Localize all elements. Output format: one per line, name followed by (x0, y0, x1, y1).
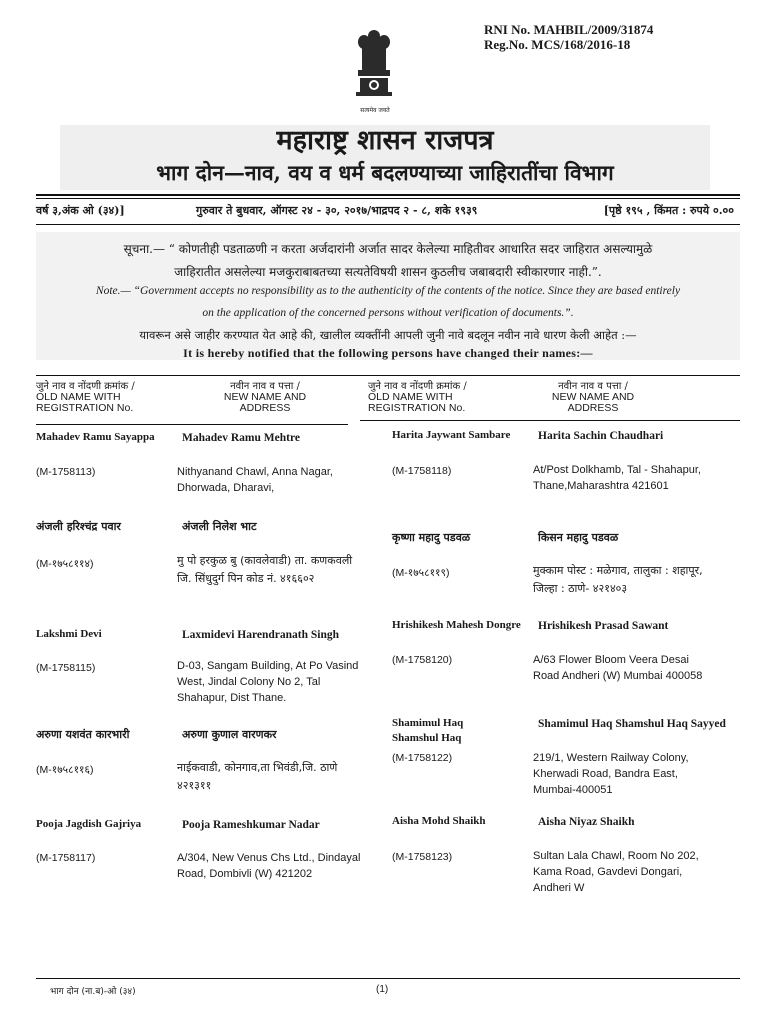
new-header-en1: NEW NAME AND (551, 391, 635, 403)
new-name: Harita Sachin Chaudhari (538, 430, 664, 442)
registration-number: (M-१७५८११६) (36, 764, 94, 776)
new-name: Pooja Rameshkumar Nadar (182, 819, 320, 831)
new-header-en1: NEW NAME AND (223, 391, 307, 403)
old-name: Shamimul Haq Shamshul Haq (392, 717, 464, 744)
old-name: अंजली हरिश्चंद्र पवार (36, 520, 121, 533)
old-name: Mahadev Ramu Sayappa (36, 431, 155, 443)
new-name: Shamimul Haq Shamshul Haq Sayyed (538, 718, 726, 730)
issue-date: गुरुवार ते बुधवार, ऑगस्ट २४ - ३०, २०१७/भाद्रपद २ - ८, शके १९३९ (196, 204, 478, 217)
old-header-en1: OLD NAME WITH (368, 391, 453, 403)
address: D-03, Sangam Building, At Po Vasind West, Jindal Colony No 2, Tal Shahapur, Dist Thane. (177, 660, 359, 704)
rni-number: RNI No. MAHBIL/2009/31874 (484, 22, 654, 37)
old-name: कृष्णा महादु पडवळ (392, 531, 471, 544)
new-name: अंजली निलेश भाट (182, 520, 257, 533)
address: नाईकवाडी, कोनगाव,ता भिवंडी,जि. ठाणे ४२१३११ (177, 761, 338, 792)
title-divider (36, 194, 740, 196)
left-new-header (200, 381, 330, 414)
old-name: अरुणा यशवंत कारभारी (36, 728, 130, 741)
registration-number: (M-1758123) (392, 851, 453, 863)
notice-marathi-2: जाहिरातीत असलेल्या मजकुराबाबतच्या सत्यतेविषयी शासन कुठलीच जबाबदारी स्वीकारणार नाही.”. (174, 265, 602, 279)
gazette-title-block (60, 125, 710, 190)
registration-number: (M-1758115) (36, 662, 96, 674)
left-header-rule (36, 424, 348, 425)
old-name: Pooja Jagdish Gajriya (36, 818, 142, 830)
right-old-header (368, 381, 498, 414)
registration-number: (M-1758113) (36, 466, 96, 478)
address: 219/1, Western Railway Colony, Kherwadi Road, Bandra East, Mumbai-400051 (533, 752, 689, 796)
right-new-header (528, 381, 658, 414)
registration-number: (M-१७५८११४) (36, 558, 94, 570)
emblem-motto: सत्यमेव जयते (360, 107, 390, 114)
issue-volume: वर्ष ३,अंक ओ (३४)] (36, 204, 125, 217)
right-header-rule (360, 420, 740, 421)
table-top-rule (36, 375, 740, 376)
new-name: किसन महादु पडवळ (538, 531, 619, 544)
gazette-title: महाराष्ट्र शासन राजपत्र (276, 125, 494, 156)
address: मु पो हरकुळ बु (कावलेवाडी) ता. कणकवली जि. सिंधुदुर्ग पिन कोड नं. ४१६६०२ (177, 554, 353, 585)
address: A/63 Flower Bloom Veera Desai Road Andheri (W) Mumbai 400058 (533, 654, 703, 682)
new-name: अरुणा कुणाल वारणकर (182, 728, 277, 741)
old-header-mr: जुने नाव व नोंदणी क्रमांक / (368, 381, 467, 392)
old-header-mr: जुने नाव व नोंदणी क्रमांक / (36, 381, 135, 392)
notice-english-2: on the application of the concerned persons without verification of documents.”. (202, 307, 574, 319)
issue-pages-price: [पृष्ठे १९५ , किंमत : रुपये ०.०० (603, 204, 734, 217)
new-name: Aisha Niyaz Shaikh (538, 816, 635, 828)
old-name: Hrishikesh Mahesh Dongre (392, 619, 521, 631)
registration-number: (M-1758118) (392, 465, 452, 477)
old-name: Harita Jaywant Sambare (392, 429, 511, 441)
new-header-mr: नवीन नाव व पत्ता / (230, 381, 300, 392)
address: At/Post Dolkhamb, Tal - Shahapur, Thane,Maharashtra 421601 (533, 464, 701, 492)
new-name: Mahadev Ramu Mehtre (182, 432, 300, 444)
new-header-en2: ADDRESS (567, 402, 619, 414)
registration-number: (M-१७५८११९) (392, 567, 450, 579)
reg-number: Reg.No. MCS/168/2016-18 (484, 37, 631, 52)
new-name: Laxmidevi Harendranath Singh (182, 629, 339, 641)
notice-english-1: Note.— “Government accepts no responsibility as to the authenticity of the contents of the notice. Since they are based entirely (95, 285, 681, 297)
registration-info (484, 22, 653, 52)
registration-number: (M-1758117) (36, 852, 96, 864)
title-divider-thin (36, 198, 740, 199)
gazette-subtitle: भाग दोन—नाव, वय व धर्म बदलण्याच्या जाहिरातींचा विभाग (156, 160, 614, 185)
new-name: Hrishikesh Prasad Sawant (538, 620, 669, 632)
old-header-en2: REGISTRATION No. (36, 402, 134, 414)
address: मुक्काम पोस्ट : मळेगाव, तालुका : शहापूर, जिल्हा : ठाणे- ४२१४०३ (533, 564, 703, 595)
issue-divider (36, 224, 740, 225)
old-name: Lakshmi Devi (36, 628, 102, 640)
declaration-english: It is hereby notified that the following persons have changed their names:— (183, 346, 593, 360)
left-old-header (36, 381, 166, 414)
issue-line (36, 203, 740, 221)
old-header-en1: OLD NAME WITH (36, 391, 121, 403)
new-header-mr: नवीन नाव व पत्ता / (558, 381, 628, 392)
address: Sultan Lala Chawl, Room No 202, Kama Road, Gavdevi Dongari, Andheri W (533, 850, 699, 894)
footer-rule (36, 978, 740, 979)
notice-marathi-1: सूचना.— “ कोणतीही पडताळणी न करता अर्जदारांनी अर्जात सादर केलेल्या माहितीवर आधारित सदर जाहिरात असल्यामुळे (123, 242, 653, 256)
notice-box (36, 232, 740, 360)
address: Nithyanand Chawl, Anna Nagar, Dhorwada, Dharavi, (177, 466, 333, 494)
new-header-en2: ADDRESS (239, 402, 291, 414)
registration-number: (M-1758120) (392, 654, 453, 666)
page-number: (1) (376, 984, 389, 995)
old-name: Aisha Mohd Shaikh (392, 815, 486, 827)
footer-section-ref: भाग दोन (ना.ब)-ओ (३४) (50, 987, 136, 997)
old-header-en2: REGISTRATION No. (368, 402, 466, 414)
declaration-marathi: यावरून असे जाहीर करण्यात येत आहे की, खालील व्यक्तींनी आपली जुनी नावे बदलून नवीन नावे धारण केली आहेत :— (139, 328, 637, 342)
address: A/304, New Venus Chs Ltd., Dindayal Road, Dombivli (W) 421202 (177, 852, 361, 880)
registration-number: (M-1758122) (392, 752, 453, 764)
